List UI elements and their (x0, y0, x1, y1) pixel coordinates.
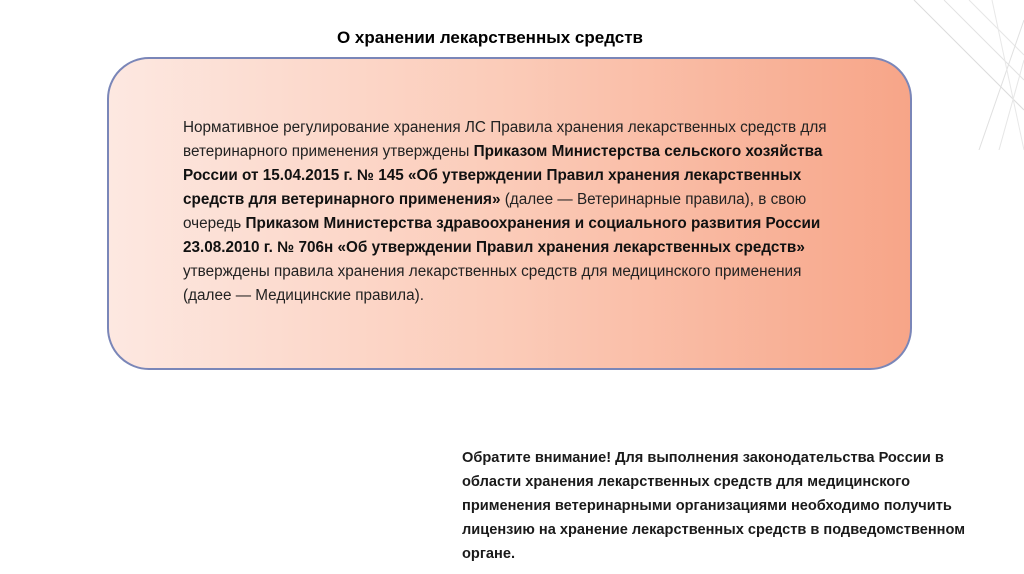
slide-title: О хранении лекарственных средств (336, 28, 644, 47)
attention-note: Обратите внимание! Для выполнения законодательства России в области хранения лекарственных средств для медицинского применения ветеринарными организациями необходимо получить лицензию на хранение лекарственных средств в подведомственном органе. (462, 450, 965, 562)
regulation-text-part-2: (далее — Ветеринарные правила), в свою очередь (183, 191, 807, 232)
regulation-text-part-1: Нормативное регулирование хранения ЛС Правила хранения лекарственных средств для ветеринарного применения утверждены (183, 119, 827, 160)
regulation-text (183, 116, 843, 308)
regulation-order-agriculture: Приказом Министерства сельского хозяйства России от 15.04.2015 г. № 145 «Об утверждении Правил хранения лекарственных средств для ветеринарного применения» (183, 143, 823, 208)
regulation-text-part-3: утверждены правила хранения лекарственных средств для медицинского применения (далее — Медицинские правила). (183, 263, 802, 304)
regulation-order-health: Приказом Министерства здравоохранения и социального развития России 23.08.2010 г. № 706н «Об утверждении Правил хранения лекарственных средств» (183, 215, 821, 256)
